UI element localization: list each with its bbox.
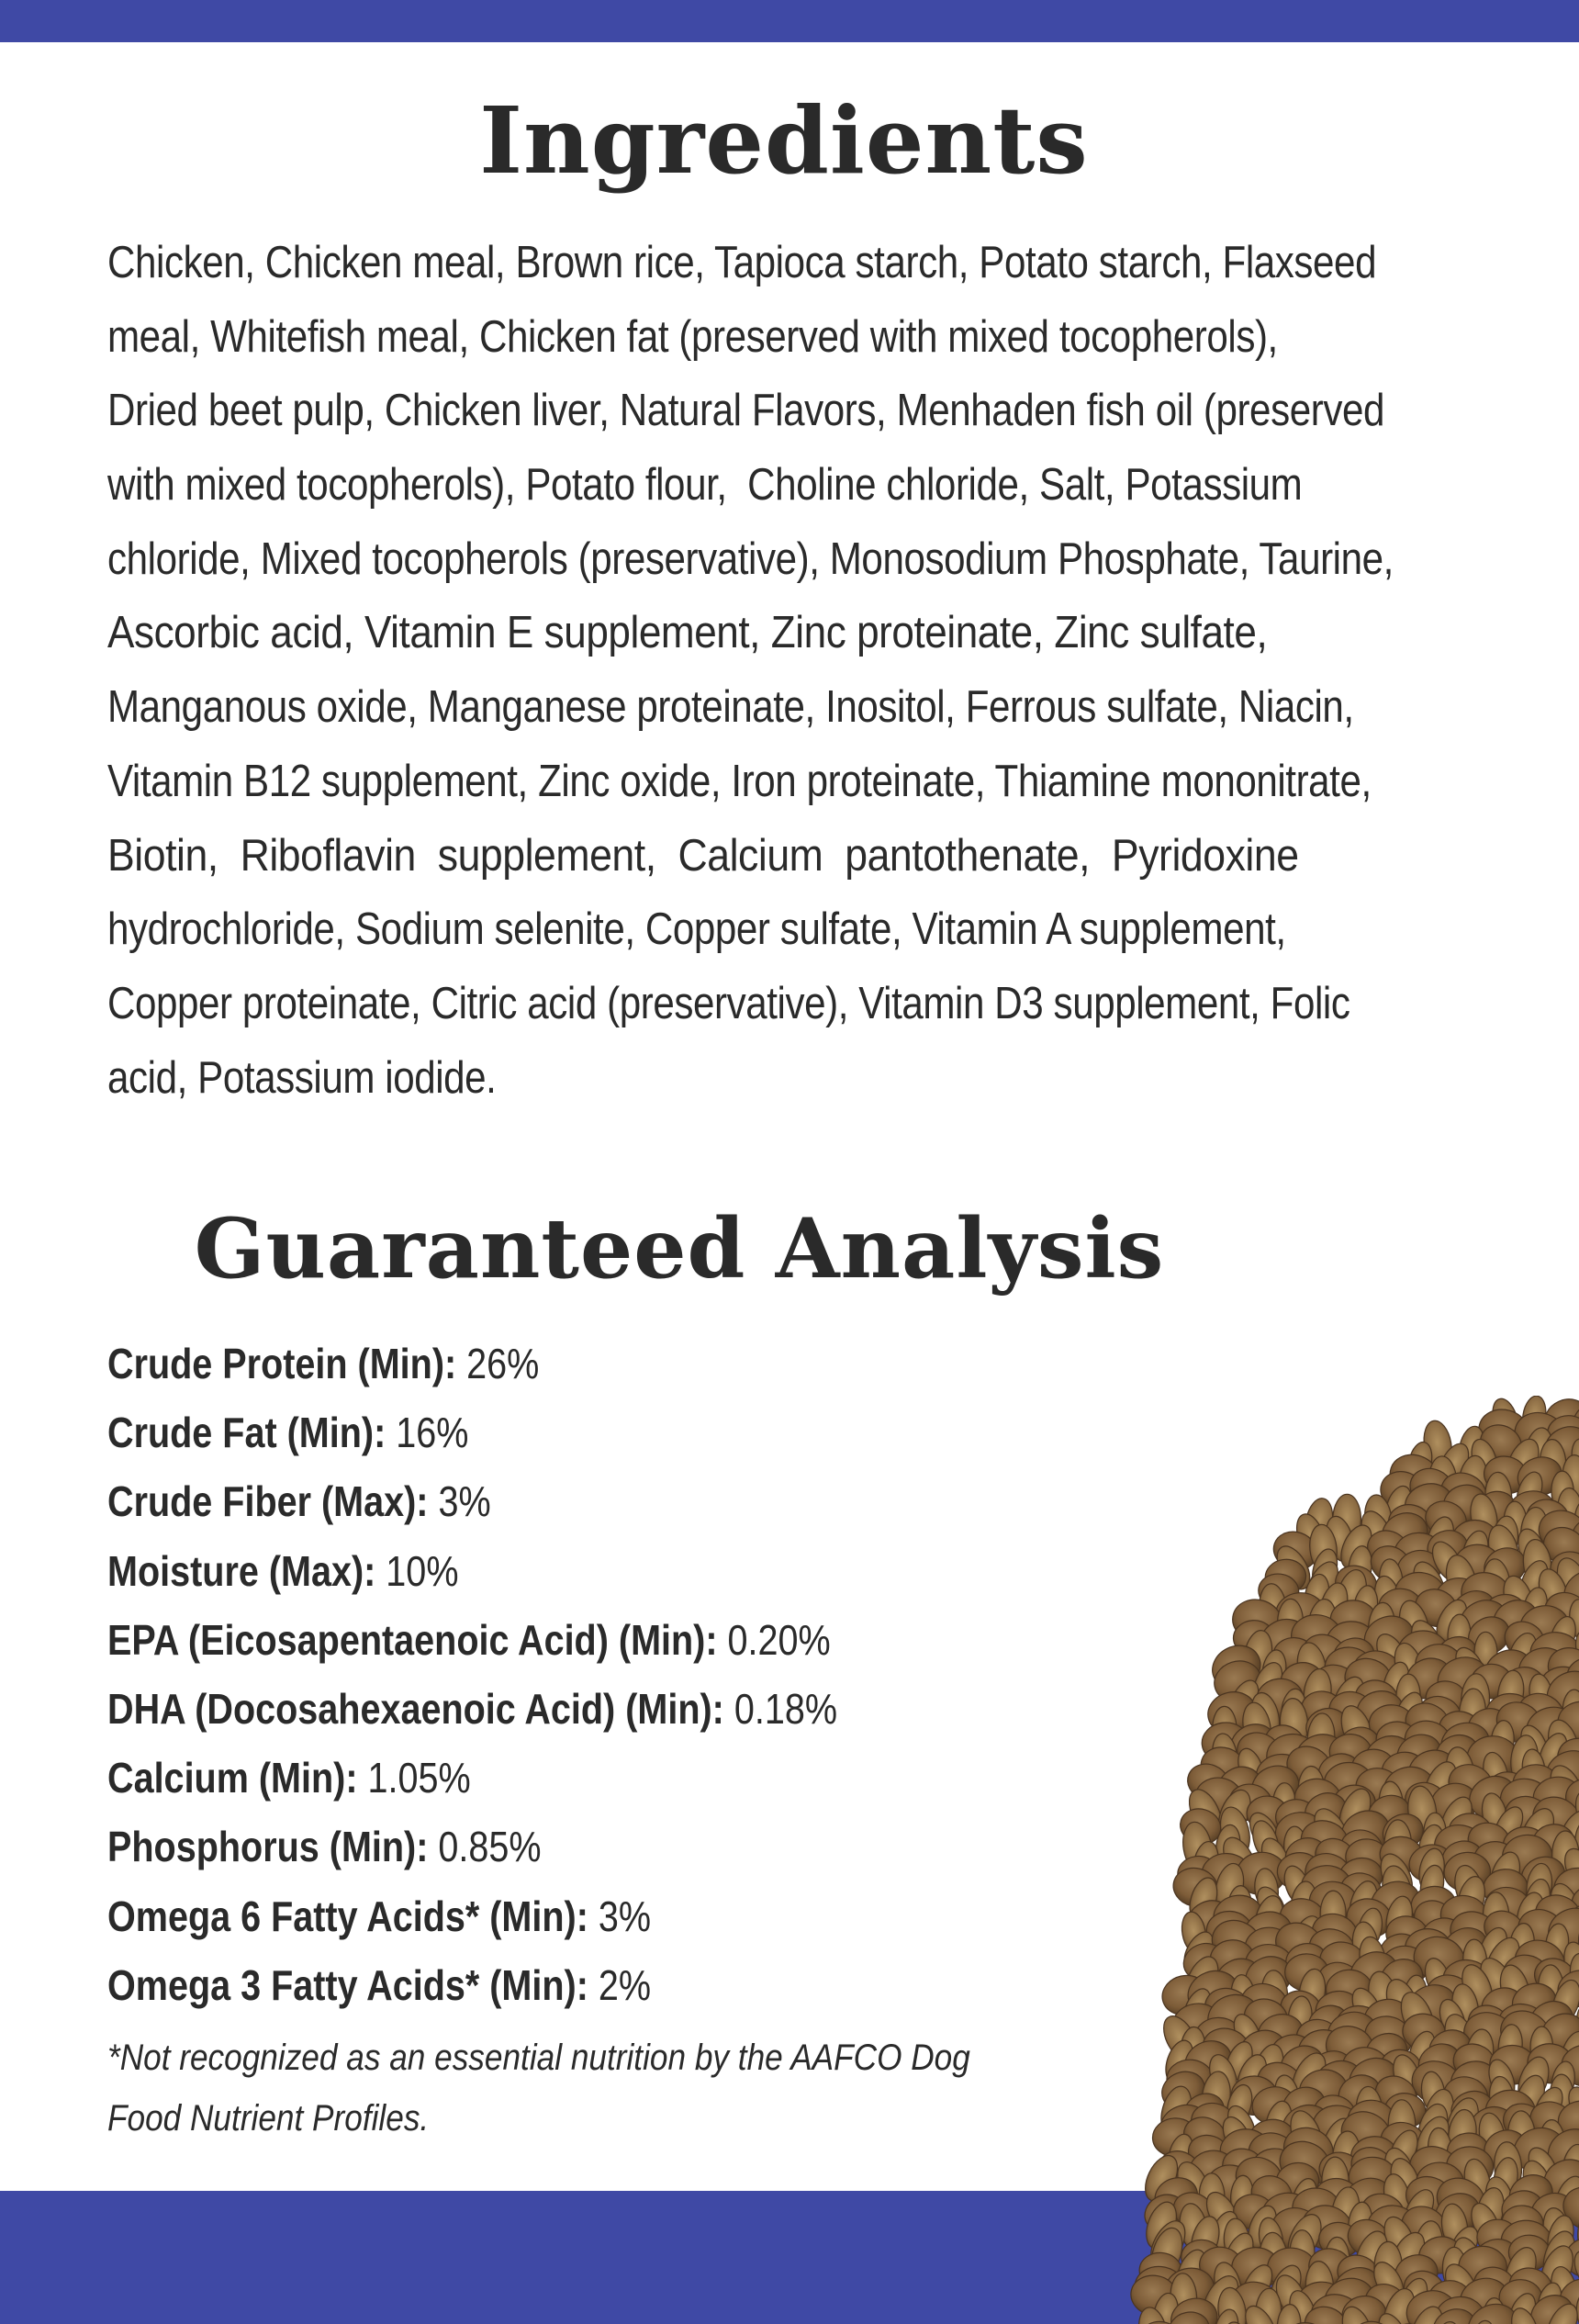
analysis-value: 3% [428, 1477, 491, 1526]
analysis-value: 1.05% [357, 1754, 471, 1802]
ingredients-line: with mixed tocopherols), Potato flour, Choline chloride, Salt, Potassium [107, 460, 1303, 511]
analysis-label: Moisture (Max): [107, 1546, 376, 1595]
top-brand-bar [0, 0, 1579, 42]
analysis-value: 0.20% [717, 1615, 831, 1664]
ingredients-line: Ascorbic acid, Vitamin E supplement, Zinc proteinate, Zinc sulfate, [107, 608, 1268, 658]
analysis-value: 0.18% [723, 1684, 838, 1733]
ingredients-line: Manganous oxide, Manganese proteinate, Inositol, Ferrous sulfate, Niacin, [107, 682, 1354, 733]
analysis-value: 10% [375, 1546, 459, 1595]
analysis-value: 3% [588, 1892, 652, 1940]
analysis-label: Calcium (Min): [107, 1754, 358, 1802]
analysis-row [107, 1951, 1055, 2020]
analysis-value: 0.85% [428, 1823, 542, 1871]
analysis-row [107, 1537, 1055, 1606]
kibble-pile-image [1129, 1396, 1579, 2324]
analysis-label: Crude Protein (Min): [107, 1340, 457, 1387]
analysis-row [107, 1467, 1055, 1536]
ingredients-line: Dried beet pulp, Chicken liver, Natural Flavors, Menhaden fish oil (preserved [107, 386, 1384, 436]
analysis-value: 2% [588, 1960, 652, 2009]
ingredients-line: Copper proteinate, Citric acid (preservative), Vitamin D3 supplement, Folic [107, 978, 1350, 1028]
aafco-footnote [107, 2027, 1209, 2149]
ingredients-line: hydrochloride, Sodium selenite, Copper sulfate, Vitamin A supplement, [107, 904, 1286, 955]
analysis-label: Phosphorus (Min): [107, 1823, 429, 1871]
analysis-label: Crude Fiber (Max): [107, 1477, 429, 1526]
analysis-label: Omega 3 Fatty Acids* (Min): [107, 1960, 588, 2009]
ingredients-heading: Ingredients [479, 86, 1089, 195]
ingredients-line: Vitamin B12 supplement, Zinc oxide, Iron proteinate, Thiamine mononitrate, [107, 756, 1372, 806]
analysis-label: Omega 6 Fatty Acids* (Min): [107, 1892, 588, 1940]
ingredients-line: meal, Whitefish meal, Chicken fat (preserved with mixed tocopherols), [107, 311, 1278, 362]
analysis-row [107, 1606, 1055, 1675]
footnote-line: Food Nutrient Profiles. [107, 2098, 430, 2139]
analysis-value: 16% [386, 1409, 469, 1457]
guaranteed-analysis-list [107, 1330, 1209, 2020]
ingredients-line: acid, Potassium iodide. [107, 1052, 497, 1103]
ingredients-line: Chicken, Chicken meal, Brown rice, Tapioca starch, Potato starch, Flaxseed [107, 238, 1377, 287]
ingredients-line: chloride, Mixed tocopherols (preservative), Monosodium Phosphate, Taurine, [107, 533, 1394, 584]
analysis-label: EPA (Eicosapentaenoic Acid) (Min): [107, 1615, 718, 1664]
footnote-line: *Not recognized as an essential nutrition by the AAFCO Dog [107, 2038, 970, 2078]
analysis-row [107, 1882, 1055, 1951]
analysis-label: DHA (Docosahexaenoic Acid) (Min): [107, 1684, 724, 1733]
analysis-row [107, 1813, 1055, 1881]
analysis-value: 26% [456, 1340, 540, 1387]
analysis-row [107, 1675, 1055, 1744]
ingredients-line: Biotin, Riboflavin supplement, Calcium pantothenate, Pyridoxine [107, 830, 1299, 881]
ingredients-list [107, 226, 1512, 1115]
analysis-row [107, 1398, 1055, 1467]
analysis-row [107, 1330, 1055, 1398]
analysis-row [107, 1744, 1055, 1813]
guaranteed-analysis-heading: Guaranteed Analysis [194, 1200, 1165, 1297]
analysis-label: Crude Fat (Min): [107, 1409, 386, 1457]
